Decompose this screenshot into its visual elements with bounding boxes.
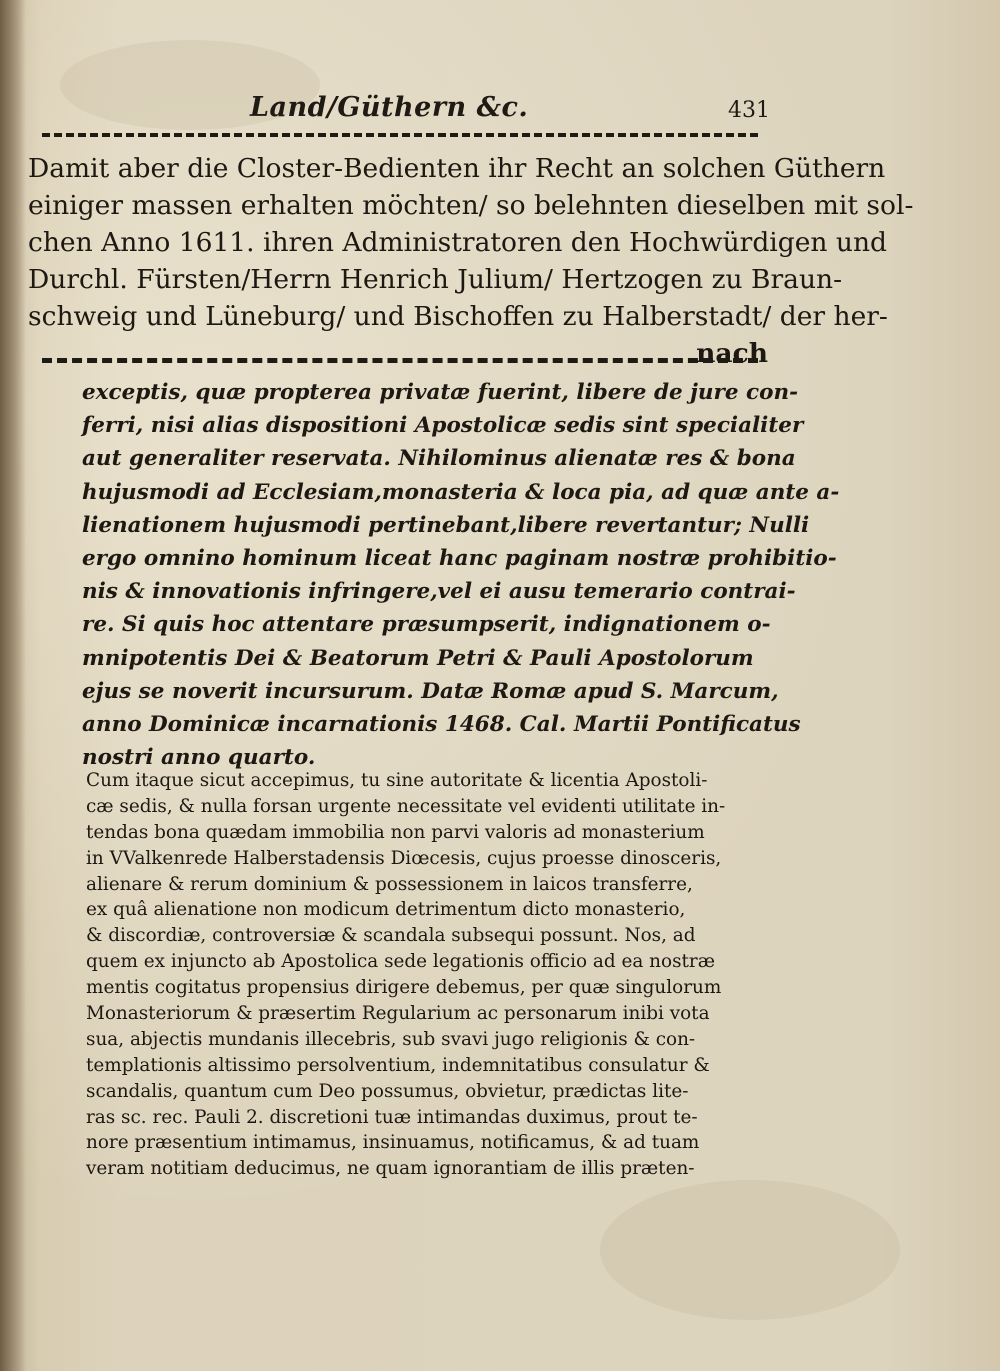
text-line: nostri anno quarto. bbox=[82, 745, 316, 771]
text-line: schweig und Lüneburg/ und Bischoffen zu Halberstadt/ der her- bbox=[28, 301, 888, 332]
text-line: alienare & rerum dominium & possessionem in laicos transferre, bbox=[86, 873, 693, 895]
text-line: re. Si quis hoc attentare præsumpserit, indignationem o- bbox=[82, 612, 771, 638]
header-rule bbox=[42, 133, 758, 137]
text-line: ras sc. rec. Pauli 2. discretioni tuæ intimandas duximus, prout te- bbox=[86, 1106, 698, 1128]
latin-body-paragraph bbox=[86, 768, 762, 1182]
text-line: mentis cogitatus propensius dirigere debemus, per quæ singulorum bbox=[86, 977, 722, 999]
text-line: chen Anno 1611. ihren Administratoren den Hochwürdigen und bbox=[28, 227, 888, 258]
text-line: lienationem hujusmodi pertinebant,libere revertantur; Nulli bbox=[82, 512, 810, 538]
text-line: Monasteriorum & præsertim Regularium ac personarum inibi vota bbox=[86, 1003, 710, 1025]
text-line: nore præsentium intimamus, insinuamus, notificamus, & ad tuam bbox=[86, 1132, 700, 1154]
text-line: nis & innovationis infringere,vel ei ausu temerario contrai- bbox=[82, 579, 796, 605]
text-line: mnipotentis Dei & Beatorum Petri & Pauli Apostolorum bbox=[82, 645, 754, 671]
latin-quotation bbox=[82, 376, 840, 774]
running-title: Land/Güthern &c. bbox=[250, 92, 529, 123]
text-line: Cum itaque sicut accepimus, tu sine autoritate & licentia Apostoli- bbox=[86, 770, 708, 791]
text-line: hujusmodi ad Ecclesiam,monasteria & loca pia, ad quæ ante a- bbox=[82, 479, 840, 505]
text-line: Damit aber die Closter-Bedienten ihr Recht an solchen Güthern bbox=[28, 153, 886, 184]
text-line: cæ sedis, & nulla forsan urgente necessitate vel evidenti utilitate in- bbox=[86, 795, 726, 817]
text-line: templationis altissimo persolventium, indemnitatibus consulatur & bbox=[86, 1054, 710, 1076]
text-line: sua, abjectis mundanis illecebris, sub svavi jugo religionis & con- bbox=[86, 1028, 696, 1050]
page-number: 431 bbox=[728, 98, 770, 123]
text-line: aut generaliter reservata. Nihilominus alienatæ res & bona bbox=[82, 446, 796, 472]
text-line: anno Dominicæ incarnationis 1468. Cal. Martii Pontificatus bbox=[82, 711, 801, 737]
text-line: veram notitiam deducimus, ne quam ignorantiam de illis præten- bbox=[86, 1158, 695, 1180]
paper-stain bbox=[600, 1180, 900, 1320]
text-line: & discordiæ, controversiæ & scandala subsequi possunt. Nos, ad bbox=[86, 925, 696, 947]
text-line: Durchl. Fürsten/Herrn Henrich Julium/ Hertzogen zu Braun- bbox=[28, 264, 843, 295]
page-header bbox=[80, 92, 770, 136]
text-line: ejus se noverit incursurum. Datæ Romæ apud S. Marcum, bbox=[82, 678, 779, 704]
text-line: ex quâ alienatione non modicum detrimentum dicto monasterio, bbox=[86, 899, 686, 921]
section-rule bbox=[42, 358, 758, 363]
catchword: nach bbox=[696, 338, 768, 369]
text-line: scandalis, quantum cum Deo possumus, obvietur, prædictas lite- bbox=[86, 1080, 689, 1102]
text-line: tendas bona quædam immobilia non parvi valoris ad monasterium bbox=[86, 821, 705, 843]
german-paragraph bbox=[28, 150, 914, 372]
text-line: ergo omnino hominum liceat hanc paginam nostræ prohibitio- bbox=[82, 545, 837, 571]
book-spine-shadow bbox=[0, 0, 26, 1371]
text-line: einiger massen erhalten möchten/ so belehnten dieselben mit sol- bbox=[28, 190, 914, 221]
text-line: in VValkenrede Halberstadensis Diœcesis, cujus proesse dinosceris, bbox=[86, 847, 722, 869]
text-line: exceptis, quæ propterea privatæ fuerint, libere de jure con- bbox=[82, 380, 799, 405]
text-line: quem ex injuncto ab Apostolica sede legationis officio ad ea nostræ bbox=[86, 951, 715, 973]
text-line: ferri, nisi alias dispositioni Apostolicæ sedis sint specialiter bbox=[82, 413, 804, 439]
